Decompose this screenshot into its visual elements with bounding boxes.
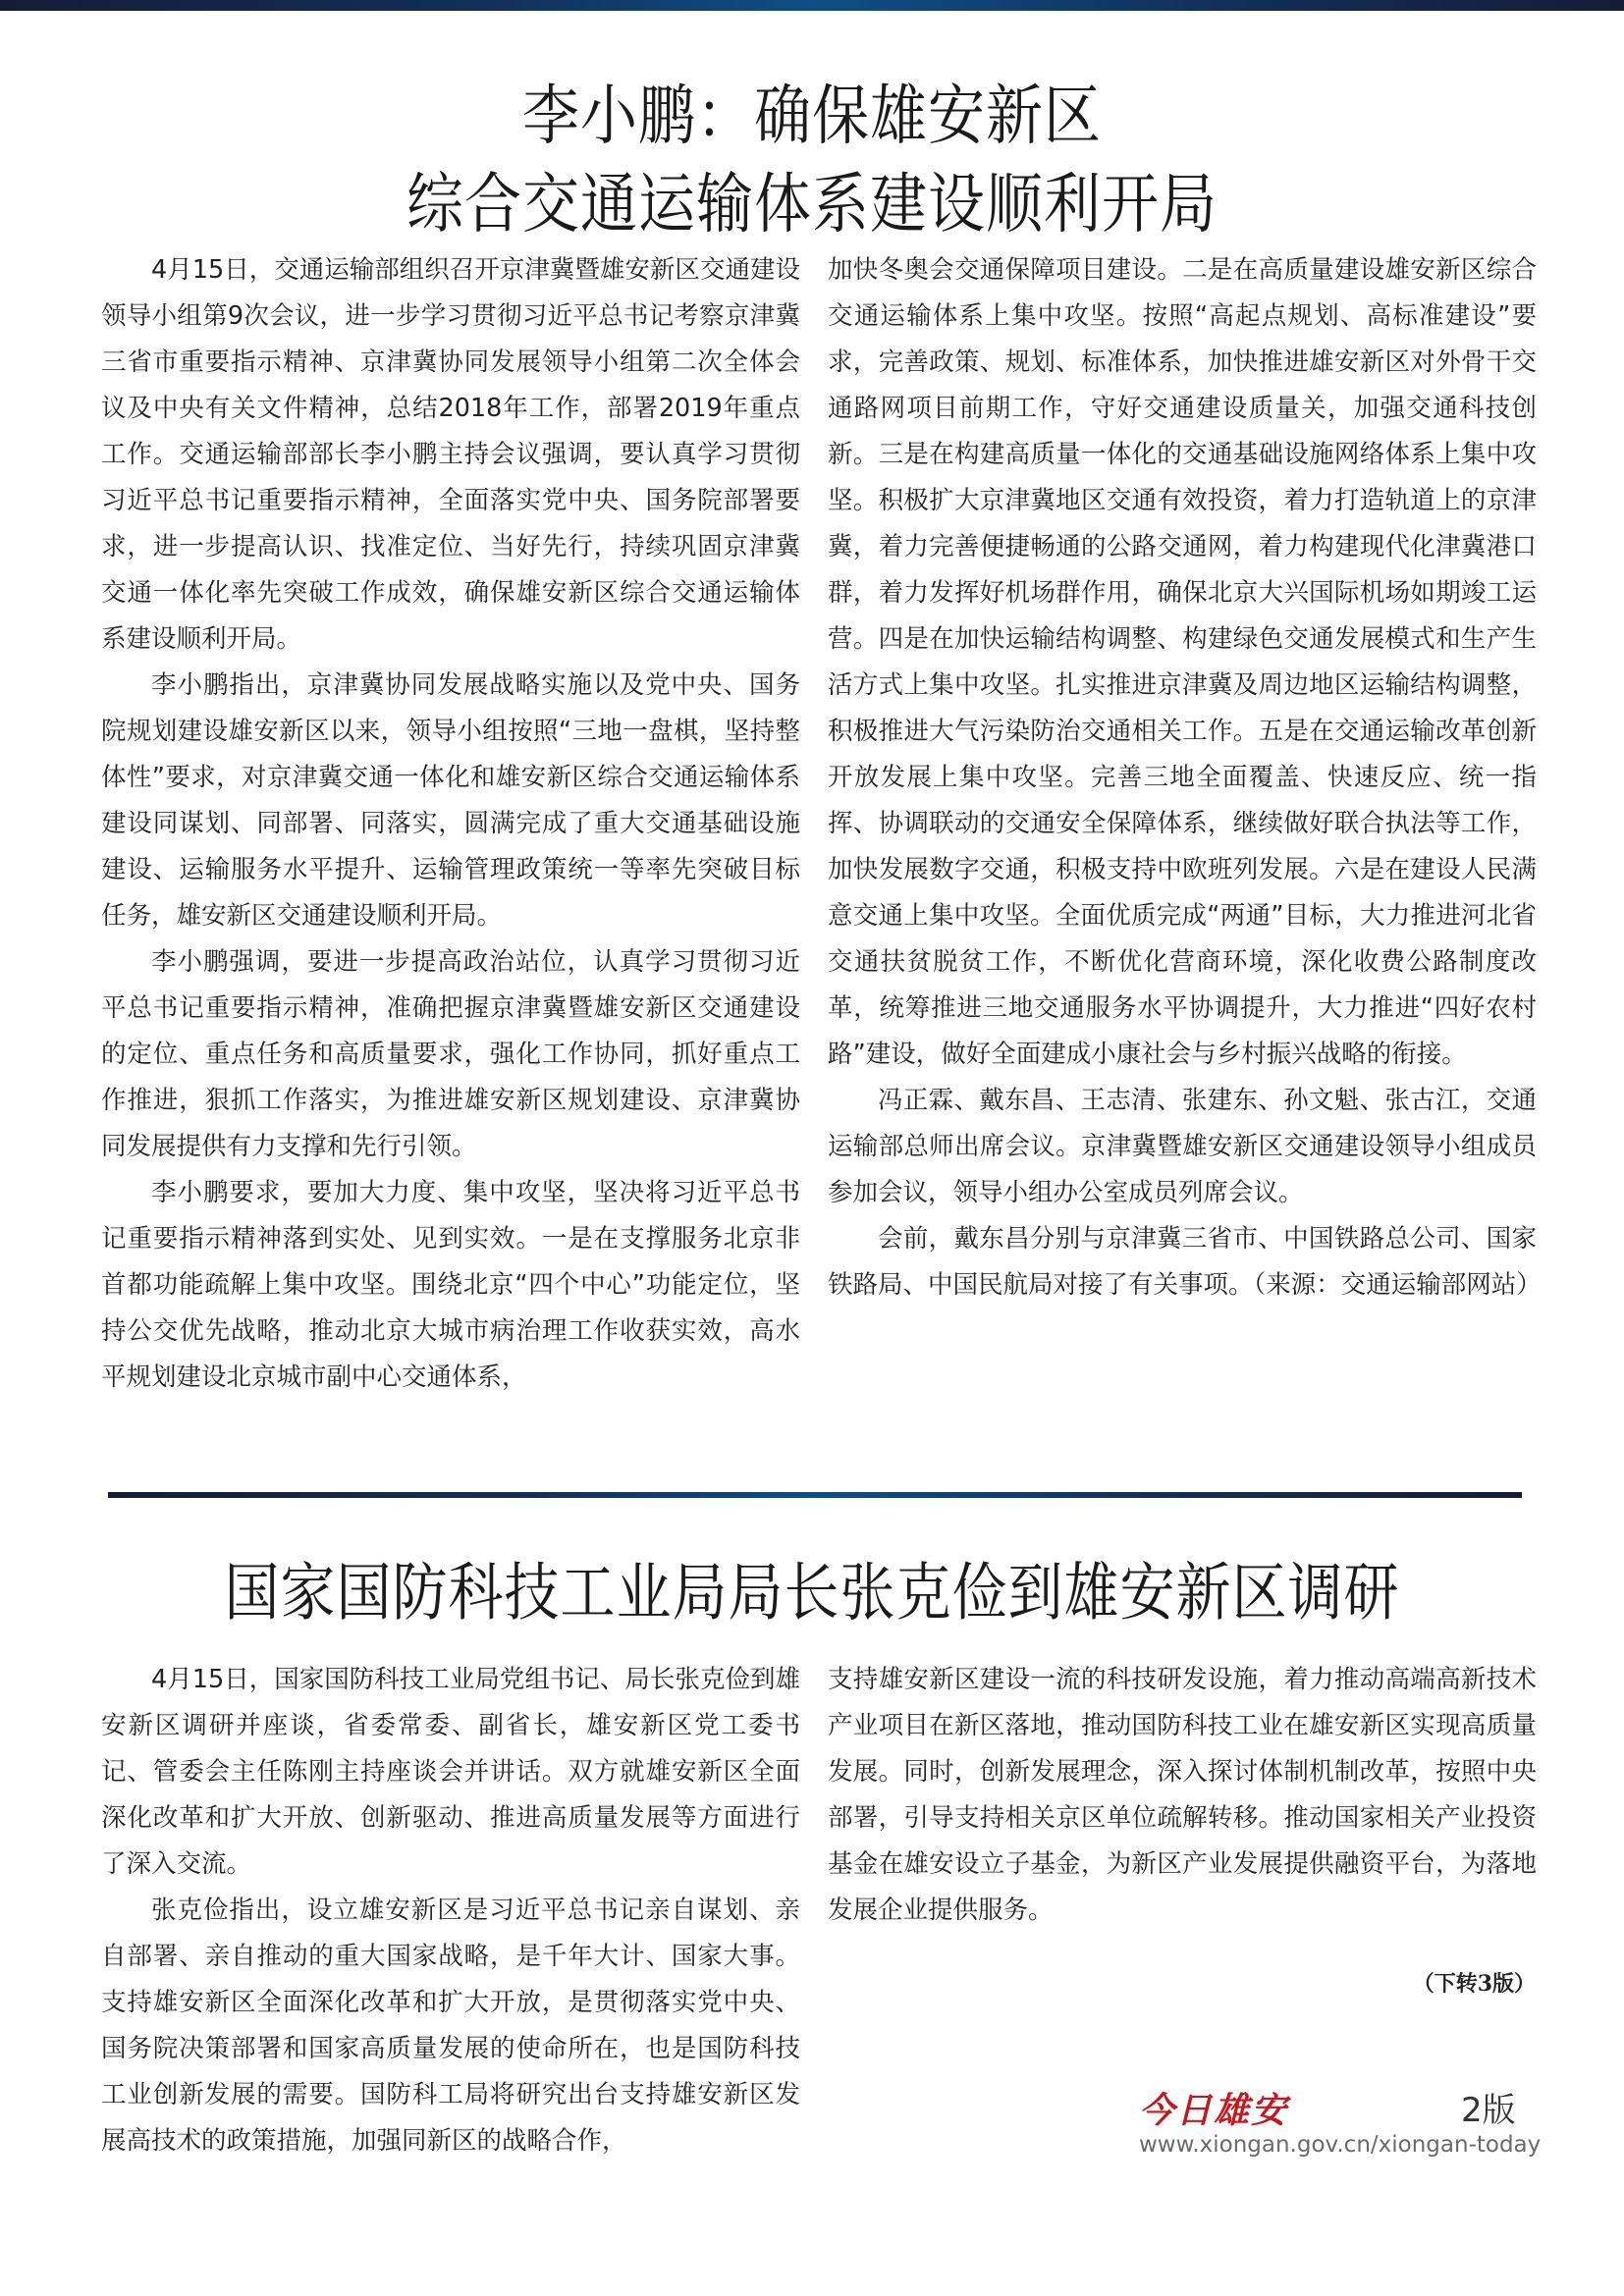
continued-on-page-note: （下转3版）: [1412, 1971, 1536, 1997]
article2-paragraph: 支持雄安新区建设一流的科技研发设施，着力推动高端高新技术产业项目在新区落地，推动国防科技工业在雄安新区实现高质量发展。同时，创新发展理念，深入探讨体制机制改革，按照中央部署，引导支持相关京区单位疏解转移。推动国家相关产业投资基金在雄安设立子基金，为新区产业发展提供融资平台，为落地发展企业提供服务。: [828, 1665, 1537, 1925]
article1-paragraph: 李小鹏强调，要进一步提高政治站位，认真学习贯彻习近平总书记重要指示精神，准确把握京津冀暨雄安新区交通建设的定位、重点任务和高质量要求，强化工作协同，抓好重点工作推进，狠抓工作落实，为推进雄安新区规划建设、京津冀协同发展提供有力支撑和先行引领。: [101, 947, 800, 1161]
article1-paragraph: 冯正霖、戴东昌、王志清、张建东、孙文魁、张古江，交通运输部总师出席会议。京津冀暨雄安新区交通建设领导小组成员参加会议，领导小组办公室成员列席会议。: [828, 1086, 1537, 1207]
article1-column-right: [828, 247, 1542, 1308]
newspaper-logo: 今日雄安: [1139, 2090, 1289, 2131]
article2-column-left: [101, 1657, 800, 2164]
article2-column-right: [828, 1657, 1537, 1934]
article1-paragraph: 李小鹏指出，京津冀协同发展战略实施以及党中央、国务院规划建设雄安新区以来，领导小组按照“三地一盘棋，坚持整体性”要求，对京津冀交通一体化和雄安新区综合交通运输体系建设同谋划、同部署、同落实，圆满完成了重大交通基础设施建设、运输服务水平提升、运输管理政策统一等率先突破目标任务，雄安新区交通建设顺利开局。: [101, 670, 800, 931]
section-divider: [108, 1492, 1522, 1498]
top-decorative-bar: [0, 0, 1624, 11]
article1-paragraph: 会前，戴东昌分别与京津冀三省市、中国铁路总公司、国家铁路局、中国民航局对接了有关事项。（来源：交通运输部网站）: [828, 1224, 1542, 1300]
article1-title-line1: 李小鹏：确保雄安新区: [521, 77, 1102, 154]
article2-paragraph: 张克俭指出，设立雄安新区是习近平总书记亲自谋划、亲自部署、亲自推动的重大国家战略，是千年大计、国家大事。支持雄安新区全面深化改革和扩大开放，是贯彻落实党中央、国务院决策部署和国家高质量发展的使命所在，也是国防科技工业创新发展的需要。国防科工局将研究出台支持雄安新区发展高技术的政策措施，加强同新区的战略合作，: [101, 1896, 800, 2156]
article2-paragraph: 4月15日，国家国防科技工业局党组书记、局长张克俭到雄安新区调研并座谈，省委常委、副省长，雄安新区党工委书记、管委会主任陈刚主持座谈会并讲话。双方就雄安新区全面深化改革和扩大开放、创新驱动、推进高质量发展等方面进行了深入交流。: [101, 1665, 800, 1879]
page-edition-number: 2版: [1461, 2091, 1516, 2130]
footer-url[interactable]: www.xiongan.gov.cn/xiongan-today: [1139, 2132, 1542, 2158]
article1-paragraph: 加快冬奥会交通保障项目建设。二是在高质量建设雄安新区综合交通运输体系上集中攻坚。按照“高起点规划、高标准建设”要求，完善政策、规划、标准体系，加快推进雄安新区对外骨干交通路网项目前期工作，守好交通建设质量关，加强交通科技创新。三是在构建高质量一体化的交通基础设施网络体系上集中攻坚。积极扩大京津冀地区交通有效投资，着力打造轨道上的京津冀，着力完善便捷畅通的公路交通网，着力构建现代化津冀港口群，着力发挥好机场群作用，确保北京大兴国际机场如期竣工运营。四是在加快运输结构调整、构建绿色交通发展模式和生产生活方式上集中攻坚。扎实推进京津冀及周边地区运输结构调整，积极推进大气污染防治交通相关工作。五是在交通运输改革创新开放发展上集中攻坚。完善三地全面覆盖、快速反应、统一指挥、协调联动的交通安全保障体系，继续做好联合执法等工作，加快发展数字交通，积极支持中欧班列发展。六是在建设人民满意交通上集中攻坚。全面优质完成“两通”目标，大力推进河北省交通扶贫脱贫工作，不断优化营商环境，深化收费公路制度改革，统筹推进三地交通服务水平协调提升，大力推进“四好农村路”建设，做好全面建成小康社会与乡村振兴战略的衔接。: [828, 255, 1537, 1069]
article1-title-line2: 综合交通运输体系建设顺利开局: [406, 165, 1218, 242]
article2-title: 国家国防科技工业局局长张克俭到雄安新区调研: [224, 1556, 1400, 1630]
article1-paragraph: 4月15日，交通运输部组织召开京津冀暨雄安新区交通建设领导小组第9次会议，进一步学习贯彻习近平总书记考察京津冀三省市重要指示精神、京津冀协同发展领导小组第二次全体会议及中央有关文件精神，总结2018年工作，部署2019年重点工作。交通运输部部长李小鹏主持会议强调，要认真学习贯彻习近平总书记重要指示精神，全面落实党中央、国务院部署要求，进一步提高认识、找准定位、当好先行，持续巩固京津冀交通一体化率先突破工作成效，确保雄安新区综合交通运输体系建设顺利开局。: [101, 255, 800, 654]
article1-column-left: [101, 247, 800, 1401]
article1-paragraph: 李小鹏要求，要加大力度、集中攻坚，坚决将习近平总书记重要指示精神落到实处、见到实效。一是在支撑服务北京非首都功能疏解上集中攻坚。围绕北京“四个中心”功能定位，坚持公交优先战略，推动北京大城市病治理工作收获实效，高水平规划建设北京城市副中心交通体系，: [101, 1178, 800, 1392]
